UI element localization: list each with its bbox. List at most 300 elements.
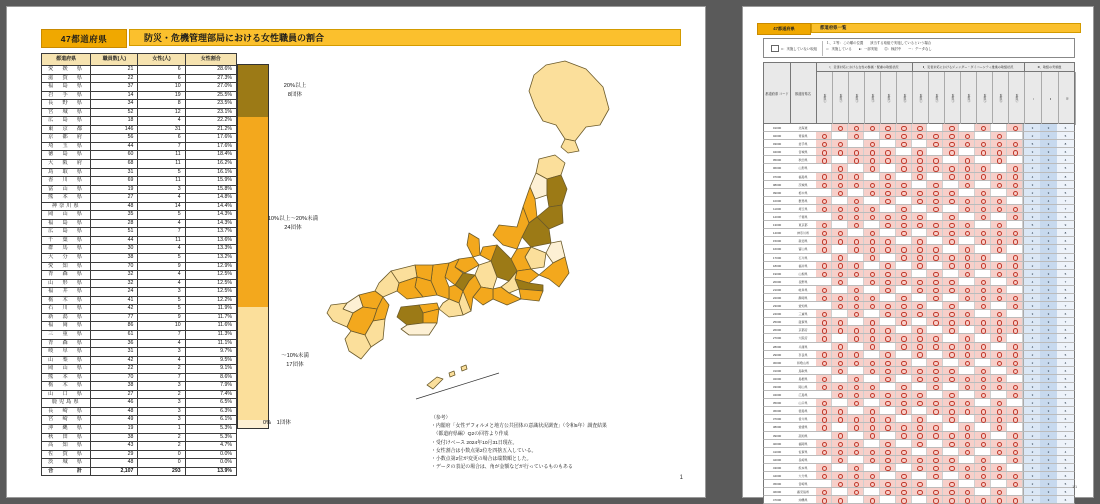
- circle-marker-icon: [870, 369, 875, 374]
- circle-marker-icon: [997, 385, 1002, 390]
- circle-marker-icon: [822, 385, 827, 390]
- matrix-marker-cell: [880, 399, 896, 406]
- matrix-cell-code: 13000: [764, 221, 791, 228]
- matrix-cell-name: 山口県: [790, 399, 817, 406]
- legend-swatch-mid: [238, 117, 268, 307]
- table-row: [42, 219, 237, 228]
- matrix-count-cells: [1023, 245, 1074, 252]
- circle-marker-icon: [885, 280, 890, 285]
- circle-marker-icon: [933, 231, 938, 236]
- circle-marker-icon: [1013, 344, 1018, 349]
- matrix-marker-cells: [816, 189, 1023, 196]
- matrix-marker-cell: [832, 480, 848, 487]
- matrix-marker-cell: [991, 367, 1007, 374]
- matrix-row: [763, 423, 1075, 431]
- matrix-cell-name: 福岡県: [790, 440, 817, 447]
- matrix-marker-cell: [1007, 415, 1023, 422]
- matrix-marker-cell: [896, 197, 912, 204]
- matrix-count-cell: 5: [1057, 375, 1074, 382]
- circle-marker-icon: [933, 183, 938, 188]
- matrix-marker-cell: [927, 197, 943, 204]
- legend-box-label: [766, 41, 823, 56]
- table-row: [42, 125, 237, 134]
- matrix-cell-code: 17000: [764, 254, 791, 261]
- matrix-marker-cell: [912, 359, 928, 366]
- cell-r: 16.1%: [185, 168, 236, 177]
- circle-marker-icon: [949, 320, 954, 325]
- cell-pref: 福 島 県: [42, 83, 91, 92]
- circle-marker-icon: [965, 425, 970, 430]
- matrix-marker-cell: [864, 415, 880, 422]
- cell-r: 9.7%: [185, 348, 236, 357]
- circle-marker-icon: [901, 450, 906, 455]
- matrix-group-2: [912, 63, 1025, 123]
- circle-marker-icon: [854, 361, 859, 366]
- matrix-marker-cell: [864, 189, 880, 196]
- circle-marker-icon: [838, 174, 843, 179]
- matrix-marker-cell: [880, 464, 896, 471]
- matrix-count-cells: [1023, 302, 1074, 309]
- matrix-row: [763, 189, 1075, 197]
- matrix-marker-cells: [816, 245, 1023, 252]
- matrix-marker-cell: [880, 448, 896, 455]
- matrix-marker-cell: [943, 140, 959, 147]
- matrix-marker-cell: [927, 334, 943, 341]
- cell-pref: 青 森 県: [42, 271, 91, 280]
- table-row: [42, 322, 237, 331]
- matrix-row: [763, 367, 1075, 375]
- matrix-marker-cell: [832, 229, 848, 236]
- cell-num: 32: [91, 271, 138, 280]
- matrix-count-cells: [1023, 140, 1074, 147]
- circle-marker-icon: [822, 272, 827, 277]
- matrix-cell-code: 05000: [764, 156, 791, 163]
- matrix-marker-cell: [832, 496, 848, 503]
- matrix-marker-cell: [927, 399, 943, 406]
- circle-marker-icon: [917, 158, 922, 163]
- circle-marker-icon: [917, 352, 922, 357]
- circle-marker-icon: [901, 409, 906, 414]
- matrix-marker-cell: [1007, 432, 1023, 439]
- circle-marker-icon: [1013, 142, 1018, 147]
- legend-row: １、２等：この順の位置 該当する取組で実施しているという場合: [826, 41, 932, 45]
- matrix-marker-cell: [991, 375, 1007, 382]
- matrix-marker-cell: [816, 326, 832, 333]
- matrix-marker-cell: [848, 286, 864, 293]
- matrix-marker-cell: [864, 432, 880, 439]
- matrix-marker-cell: [816, 480, 832, 487]
- circle-marker-icon: [885, 361, 890, 366]
- matrix-marker-cell: [880, 164, 896, 171]
- matrix-row: [763, 237, 1075, 245]
- matrix-marker-cell: [896, 294, 912, 301]
- matrix-marker-cell: [975, 164, 991, 171]
- circle-marker-icon: [838, 369, 843, 374]
- matrix-marker-cell: [832, 270, 848, 277]
- matrix-marker-cell: [832, 302, 848, 309]
- circle-marker-icon: [917, 247, 922, 252]
- matrix-marker-cell: [959, 334, 975, 341]
- cell-pref: 東 京 都: [42, 125, 91, 134]
- cell-num: 44: [91, 142, 138, 151]
- matrix-subcol-header: 取組②: [928, 72, 945, 125]
- circle-marker-icon: [981, 191, 986, 196]
- matrix-marker-cells: [816, 302, 1023, 309]
- matrix-marker-cell: [880, 270, 896, 277]
- matrix-marker-cell: [1007, 124, 1023, 131]
- matrix-marker-cell: [880, 254, 896, 261]
- circle-marker-icon: [885, 183, 890, 188]
- matrix-marker-cell: [1007, 472, 1023, 479]
- matrix-marker-cell: [816, 391, 832, 398]
- matrix-marker-cell: [832, 164, 848, 171]
- matrix-marker-cells: [816, 294, 1023, 301]
- cell-f: 0: [138, 459, 185, 468]
- matrix-marker-cell: [927, 181, 943, 188]
- matrix-marker-cell: [896, 351, 912, 358]
- circle-marker-icon: [965, 377, 970, 382]
- matrix-row: [763, 326, 1075, 334]
- table-row: [42, 348, 237, 357]
- matrix-marker-cell: [816, 423, 832, 430]
- matrix-marker-cell: [927, 480, 943, 487]
- circle-marker-icon: [822, 474, 827, 479]
- circle-marker-icon: [870, 126, 875, 131]
- circle-marker-icon: [838, 498, 843, 503]
- matrix-count-cell: 7: [1057, 318, 1074, 325]
- matrix-count-cell: 6: [1057, 496, 1074, 503]
- cell-pref: 神奈川県: [42, 202, 91, 211]
- matrix-marker-cell: [959, 302, 975, 309]
- circle-marker-icon: [854, 385, 859, 390]
- matrix-marker-cell: [912, 124, 928, 131]
- cell-r: 7.4%: [185, 390, 236, 399]
- matrix-count-cell: 6: [1057, 464, 1074, 471]
- table-body: [42, 66, 237, 476]
- matrix-marker-cell: [927, 132, 943, 139]
- circle-marker-icon: [981, 433, 986, 438]
- matrix-marker-cell: [991, 415, 1007, 422]
- matrix-marker-cell: [864, 383, 880, 390]
- matrix-cell-name: 茨城県: [790, 181, 817, 188]
- matrix-count-cell: 4: [1023, 343, 1042, 350]
- matrix-marker-cell: [943, 326, 959, 333]
- matrix-count-cell: 3: [1040, 148, 1058, 155]
- matrix-marker-cells: [816, 367, 1023, 374]
- matrix-marker-cell: [959, 205, 975, 212]
- matrix-marker-cell: [927, 310, 943, 317]
- table-row: [42, 228, 237, 237]
- matrix-marker-cell: [912, 423, 928, 430]
- matrix-marker-cell: [991, 456, 1007, 463]
- matrix-marker-cell: [975, 132, 991, 139]
- matrix-count-cell: 3: [1040, 375, 1058, 382]
- circle-marker-icon: [917, 166, 922, 171]
- matrix-marker-cell: [927, 237, 943, 244]
- matrix-cell-code: 38000: [764, 423, 791, 430]
- matrix-count-cell: 3: [1023, 181, 1042, 188]
- circle-marker-icon: [870, 417, 875, 422]
- matrix-marker-cell: [832, 472, 848, 479]
- matrix-count-cells: [1023, 213, 1074, 220]
- circle-marker-icon: [917, 328, 922, 333]
- circle-marker-icon: [870, 336, 875, 341]
- matrix-marker-cell: [927, 213, 943, 220]
- table-row: [42, 117, 237, 126]
- matrix-subcol-header: 取組③: [944, 72, 961, 125]
- cell-f: 9: [138, 262, 185, 271]
- cell-r: 23.5%: [185, 100, 236, 109]
- matrix-count-cell: 6: [1057, 383, 1074, 390]
- circle-marker-icon: [870, 183, 875, 188]
- cell-pref: 埼 玉 県: [42, 142, 91, 151]
- map-svg: [303, 47, 673, 447]
- matrix-marker-cell: [864, 351, 880, 358]
- matrix-marker-cells: [816, 375, 1023, 382]
- table-row: [42, 236, 237, 245]
- circle-marker-icon: [965, 401, 970, 406]
- circle-marker-icon: [870, 280, 875, 285]
- matrix-marker-cell: [1007, 310, 1023, 317]
- matrix-count-cell: 4: [1040, 229, 1058, 236]
- circle-marker-icon: [838, 304, 843, 309]
- matrix-marker-cell: [896, 496, 912, 503]
- circle-marker-icon: [822, 134, 827, 139]
- cell-num: 31: [91, 168, 138, 177]
- circle-marker-icon: [901, 231, 906, 236]
- matrix-marker-cell: [927, 278, 943, 285]
- circle-marker-icon: [965, 320, 970, 325]
- matrix-count-cells: [1023, 148, 1074, 155]
- circle-marker-icon: [822, 158, 827, 163]
- matrix-marker-cell: [896, 205, 912, 212]
- matrix-marker-cell: [959, 407, 975, 414]
- matrix-count-cell: 3: [1023, 391, 1042, 398]
- matrix-marker-cell: [816, 189, 832, 196]
- cell-pref: 栃 木 県: [42, 382, 91, 391]
- matrix-count-cell: 6: [1057, 213, 1074, 220]
- matrix-marker-cell: [912, 488, 928, 495]
- matrix-marker-cell: [880, 383, 896, 390]
- matrix-count-cell: 4: [1040, 302, 1058, 309]
- matrix-marker-cell: [896, 164, 912, 171]
- matrix-marker-cell: [832, 415, 848, 422]
- matrix-row: [763, 164, 1075, 172]
- matrix-marker-cell: [991, 318, 1007, 325]
- matrix-count-cell: 3: [1040, 326, 1058, 333]
- circle-marker-icon: [885, 401, 890, 406]
- circle-marker-icon: [917, 255, 922, 260]
- cell-num: 146: [91, 125, 138, 134]
- circle-marker-icon: [981, 369, 986, 374]
- cell-pref: 香 川 県: [42, 177, 91, 186]
- cell-f: 7: [138, 228, 185, 237]
- cell-r: 9.5%: [185, 356, 236, 365]
- matrix-count-cells: [1023, 488, 1074, 495]
- matrix-marker-cell: [896, 326, 912, 333]
- matrix-cell-name: 北海道: [790, 124, 817, 131]
- matrix-count-cells: [1023, 318, 1074, 325]
- matrix-marker-cell: [912, 213, 928, 220]
- matrix-row: [763, 456, 1075, 464]
- matrix-cell-code: 11000: [764, 205, 791, 212]
- circle-marker-icon: [901, 490, 906, 495]
- matrix-marker-cell: [848, 472, 864, 479]
- circle-marker-icon: [1013, 458, 1018, 463]
- circle-marker-icon: [901, 344, 906, 349]
- matrix-marker-cell: [848, 391, 864, 398]
- circle-marker-icon: [981, 166, 986, 171]
- matrix-marker-cell: [864, 399, 880, 406]
- circle-marker-icon: [997, 498, 1002, 503]
- matrix-cell-code: 24000: [764, 310, 791, 317]
- matrix-cell-code: 20000: [764, 278, 791, 285]
- matrix-marker-cell: [943, 213, 959, 220]
- cell-num: 29: [91, 450, 138, 459]
- table-row: [42, 100, 237, 109]
- matrix-count-cells: [1023, 205, 1074, 212]
- matrix-cell-name: 高知県: [790, 432, 817, 439]
- matrix-marker-cell: [848, 326, 864, 333]
- matrix-marker-cell: [943, 399, 959, 406]
- circle-marker-icon: [997, 490, 1002, 495]
- matrix-count-cell: 2: [1023, 448, 1042, 455]
- matrix-marker-cell: [832, 213, 848, 220]
- matrix-marker-cell: [991, 351, 1007, 358]
- matrix-count-cell: 3: [1023, 326, 1042, 333]
- matrix-marker-cells: [816, 415, 1023, 422]
- matrix-marker-cell: [927, 391, 943, 398]
- circle-marker-icon: [1013, 280, 1018, 285]
- cell-r: 27.3%: [185, 74, 236, 83]
- matrix-marker-cell: [1007, 448, 1023, 455]
- matrix-marker-cell: [943, 197, 959, 204]
- right-matrix-table: [763, 62, 1075, 503]
- circle-marker-icon: [997, 409, 1002, 414]
- matrix-marker-cell: [832, 334, 848, 341]
- cell-f: 10: [138, 322, 185, 331]
- matrix-count-cell: 6: [1057, 181, 1074, 188]
- matrix-marker-cell: [816, 359, 832, 366]
- matrix-marker-cells: [816, 140, 1023, 147]
- circle-marker-icon: [854, 199, 859, 204]
- circle-marker-icon: [901, 393, 906, 398]
- circle-marker-icon: [854, 215, 859, 220]
- matrix-count-cell: 2: [1023, 480, 1042, 487]
- matrix-marker-cell: [864, 254, 880, 261]
- matrix-marker-cell: [848, 164, 864, 171]
- circle-marker-icon: [917, 417, 922, 422]
- circle-marker-icon: [981, 231, 986, 236]
- page-number: 1: [679, 475, 683, 481]
- region-iwate: [547, 175, 567, 207]
- matrix-marker-cell: [848, 310, 864, 317]
- matrix-count-cell: 3: [1040, 472, 1058, 479]
- circle-marker-icon: [901, 134, 906, 139]
- matrix-cell-name: 岡山県: [790, 383, 817, 390]
- cell-f: 3: [138, 399, 185, 408]
- cell-r: 14.8%: [185, 194, 236, 203]
- matrix-cell-name: 沖縄県: [790, 496, 817, 503]
- matrix-marker-cell: [1007, 423, 1023, 430]
- matrix-marker-cell: [959, 464, 975, 471]
- cell-r: 27.0%: [185, 83, 236, 92]
- matrix-marker-cell: [848, 237, 864, 244]
- region-hokkaido: [529, 61, 609, 141]
- matrix-marker-cells: [816, 488, 1023, 495]
- footnote-line: （都道府県編）Q2の回答より作成: [431, 432, 509, 438]
- circle-marker-icon: [1013, 215, 1018, 220]
- matrix-count-cell: 2: [1023, 359, 1042, 366]
- matrix-marker-cell: [816, 294, 832, 301]
- matrix-marker-cells: [816, 205, 1023, 212]
- matrix-marker-cells: [816, 221, 1023, 228]
- matrix-marker-cell: [1007, 407, 1023, 414]
- circle-marker-icon: [885, 490, 890, 495]
- circle-marker-icon: [901, 385, 906, 390]
- matrix-cell-code: 08000: [764, 181, 791, 188]
- circle-marker-icon: [981, 239, 986, 244]
- circle-marker-icon: [981, 474, 986, 479]
- matrix-cell-name: 島根県: [790, 375, 817, 382]
- circle-marker-icon: [933, 191, 938, 196]
- matrix-marker-cell: [927, 448, 943, 455]
- circle-marker-icon: [854, 474, 859, 479]
- matrix-marker-cell: [848, 173, 864, 180]
- circle-marker-icon: [949, 174, 954, 179]
- circle-marker-icon: [933, 247, 938, 252]
- matrix-marker-cell: [880, 407, 896, 414]
- cell-pref: 岡 山 県: [42, 365, 91, 374]
- matrix-marker-cell: [991, 310, 1007, 317]
- matrix-row: [763, 124, 1075, 132]
- legend-swatch-low: [238, 307, 268, 420]
- cell-r: 6.5%: [185, 399, 236, 408]
- matrix-marker-cell: [975, 148, 991, 155]
- matrix-marker-cell: [943, 367, 959, 374]
- matrix-marker-cell: [912, 205, 928, 212]
- circle-marker-icon: [822, 296, 827, 301]
- matrix-row: [763, 448, 1075, 456]
- matrix-cell-code: 07000: [764, 173, 791, 180]
- cell-num: 14: [91, 91, 138, 100]
- cell-num: 56: [91, 134, 138, 143]
- circle-marker-icon: [822, 352, 827, 357]
- matrix-marker-cell: [832, 391, 848, 398]
- matrix-marker-cell: [927, 229, 943, 236]
- matrix-count-cell: 4: [1040, 173, 1058, 180]
- cell-pref: 熊 本 県: [42, 194, 91, 203]
- matrix-marker-cell: [943, 359, 959, 366]
- circle-marker-icon: [917, 393, 922, 398]
- matrix-count-cells: [1023, 326, 1074, 333]
- circle-marker-icon: [965, 199, 970, 204]
- matrix-count-cell: 3: [1040, 383, 1058, 390]
- matrix-count-cell: 3: [1023, 310, 1042, 317]
- cell-num: 52: [91, 108, 138, 117]
- matrix-count-cell: 3: [1040, 213, 1058, 220]
- matrix-marker-cell: [927, 375, 943, 382]
- matrix-count-cells: [1023, 221, 1074, 228]
- matrix-count-cell: 2: [1023, 375, 1042, 382]
- matrix-marker-cell: [1007, 440, 1023, 447]
- matrix-marker-cell: [1007, 399, 1023, 406]
- matrix-marker-cell: [864, 496, 880, 503]
- matrix-marker-cell: [896, 448, 912, 455]
- matrix-marker-cell: [896, 213, 912, 220]
- matrix-count-cells: [1023, 156, 1074, 163]
- matrix-count-cell: 4: [1040, 294, 1058, 301]
